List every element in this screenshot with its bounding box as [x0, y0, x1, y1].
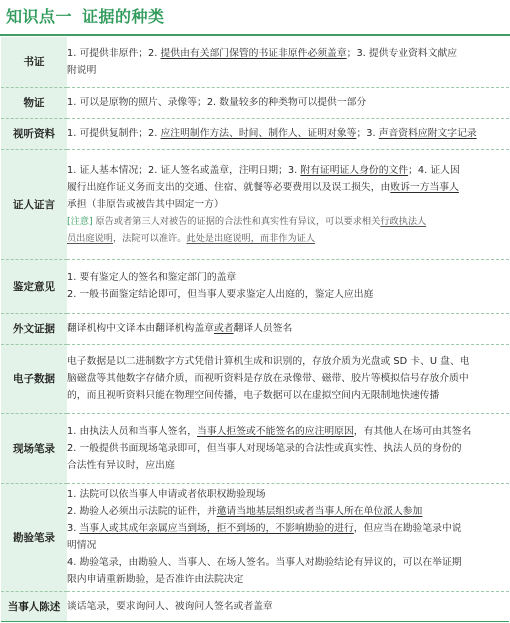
table-row: [1, 413, 509, 483]
text-line: [67, 520, 509, 537]
row-content: [67, 591, 509, 621]
text-seg: 谈话笔录，要求询问人、被询问人签名或者盖章: [67, 600, 273, 612]
note-line: [67, 230, 509, 247]
row-label: 鉴定意见: [1, 259, 67, 313]
text-line: [67, 94, 509, 111]
text-seg-underlined: 当事人拒签或不能签名的应注明原因: [197, 425, 354, 437]
text-seg: 2. 勘验人必须出示法院的证件，并: [67, 506, 217, 517]
text-line: [67, 196, 509, 213]
row-label: 证人证言: [1, 149, 67, 259]
text-seg: ；3.: [356, 128, 379, 139]
row-label: 现场笔录: [1, 413, 67, 483]
text-seg: 的，而且视听资料只能在物理空间传播，电子数据可以在虚拟空间内无限制地快速传播: [67, 390, 440, 401]
text-seg: 1. 可提供非原件；2.: [67, 47, 161, 59]
text-seg: 1. 可以是原物的照片、录像等；2. 数量较多的种类物可以提供一部分: [67, 97, 367, 108]
text-seg: （非原告或被告其中固定一方）: [86, 198, 224, 210]
text-seg-underlined: 声音资料应附文字记录: [378, 128, 477, 139]
table-row: [1, 591, 509, 621]
text-seg-underlined: 败诉一方当事人: [390, 181, 459, 193]
row-content: [67, 149, 509, 259]
text-seg: 1. 法院可以依当事人申请或者依职权勘验现场: [67, 489, 266, 500]
text-seg: 履行出庭作证义务而支出的交通、住宿、就餐等必要费用以及误工损失，由: [67, 181, 391, 193]
row-content: [67, 118, 509, 149]
text-seg: 承担: [67, 198, 87, 210]
evidence-types-table: [1, 37, 509, 622]
row-label: 当事人陈述: [1, 591, 67, 621]
text-seg: 原告或者第三人对被告的证据的合法性和真实性有异议，可以要求相关: [95, 215, 381, 227]
text-seg: 1. 要有鉴定人的签名和鉴定部门的盖章: [67, 272, 237, 283]
row-content: [67, 483, 509, 591]
row-content: [67, 259, 509, 313]
text-line: [67, 269, 509, 286]
text-seg: 4. 勘验笔录，由勘验人、当事人、在场人签名。当事人对勘验结论有异议的，可以在举证期: [67, 557, 462, 568]
text-seg: 3.: [67, 523, 80, 534]
row-label: 书证: [1, 37, 67, 87]
row-content: [67, 37, 509, 87]
text-seg-underlined: 当事人或其成年亲属应当到场，拒不到场的，不影响勘验的进行: [79, 523, 354, 534]
text-seg: 1. 可提供复制件；2.: [67, 128, 161, 139]
table-row: [1, 87, 509, 118]
text-seg: ，有其他人在场可由其签名: [353, 425, 472, 437]
text-seg: ；3. 提供专业资料文献应: [346, 47, 458, 59]
row-label: 电子数据: [1, 344, 67, 413]
row-label: 物证: [1, 87, 67, 118]
text-seg: 合法性有异议时，应出庭: [67, 459, 175, 471]
text-seg: 2. 一般书面鉴定结论即可，但当事人要求鉴定人出庭的，鉴定人应出庭: [67, 289, 374, 300]
text-seg-underlined: 邀请当地基层组织或者当事人所在单位派人参加: [216, 506, 423, 517]
text-seg: 1. 由执法人员和当事人签名，: [67, 425, 198, 437]
text-seg: 翻译人员签名: [233, 323, 293, 334]
text-line: [67, 537, 509, 554]
page-title: [6, 5, 165, 29]
text-seg: 附说明: [67, 64, 97, 76]
text-seg: 限内申请重新勘验，是否准许由法院决定: [67, 574, 244, 585]
text-line: [67, 320, 509, 337]
text-line: [67, 370, 509, 387]
table-row: [1, 313, 509, 344]
text-seg-underlined: 此处是出庭说明，而非作为证人: [186, 232, 316, 244]
row-label: 勘验笔录: [1, 483, 67, 591]
text-line: [67, 440, 509, 457]
text-line: [67, 503, 509, 520]
text-line: [67, 457, 509, 474]
text-seg: 电子数据是以二进制数字方式凭借计算机生成和识别的，存放介质为光盘或 SD 卡、U 盘、电: [67, 356, 470, 367]
row-content: [67, 413, 509, 483]
text-line: [67, 554, 509, 571]
text-line: [67, 598, 509, 615]
text-seg: 明情况: [67, 540, 97, 551]
title-part1: 知识点一: [6, 7, 73, 26]
text-seg-underlined: 提供由有关部门保管的书证非原件必须盖章: [160, 47, 347, 59]
title-part2: 证据的种类: [82, 7, 165, 26]
text-seg: 2. 一般提供书面现场笔录即可，但当事人对现场笔录的合法性或真实性、执法人员的身份的: [67, 442, 462, 454]
row-content: [67, 87, 509, 118]
text-seg-underlined: 附有证明证人身份的文件: [300, 164, 409, 176]
text-seg: 脑磁盘等其他数字存储介质，而视听资料是存放在录像带、磁带、胶片等模拟信号存放介质中: [67, 373, 469, 384]
text-seg: 1. 证人基本情况；2. 证人签名或盖章，注明日期；3.: [67, 164, 301, 176]
text-seg-underlined: 行政执法人: [380, 215, 427, 227]
text-line: [67, 423, 509, 440]
note-tag: [注意]: [67, 215, 93, 227]
row-content: [67, 344, 509, 413]
text-line: [67, 571, 509, 588]
row-content: [67, 313, 509, 344]
text-line: [67, 486, 509, 503]
text-line: [67, 62, 509, 79]
row-label: 外文证据: [1, 313, 67, 344]
table-row: [1, 344, 509, 413]
title-rule: [0, 34, 510, 36]
text-seg-underlined: 应注明制作方法、时间、制作人、证明对象等: [160, 128, 357, 139]
text-line: [67, 162, 509, 179]
text-seg-underlined: 或者: [213, 323, 234, 334]
text-line: [67, 45, 509, 62]
text-seg: ，法院可以准许。: [112, 232, 187, 244]
text-line: [67, 387, 509, 404]
text-line: [67, 179, 509, 196]
row-label: 视听资料: [1, 118, 67, 149]
table-row: [1, 37, 509, 87]
table-row: [1, 149, 509, 259]
note-line: [67, 213, 509, 230]
text-seg: 翻译机构中文译本由翻译机构盖章: [67, 323, 214, 334]
table-row: [1, 483, 509, 591]
table-row: [1, 259, 509, 313]
text-line: [67, 286, 509, 303]
text-seg: ，但应当在勘验笔录中说: [353, 523, 462, 534]
text-line: [67, 125, 509, 142]
text-seg: ；4. 证人因: [408, 164, 460, 176]
table-row: [1, 118, 509, 149]
text-line: [67, 353, 509, 370]
text-seg-underlined: 员出庭说明: [67, 232, 113, 244]
